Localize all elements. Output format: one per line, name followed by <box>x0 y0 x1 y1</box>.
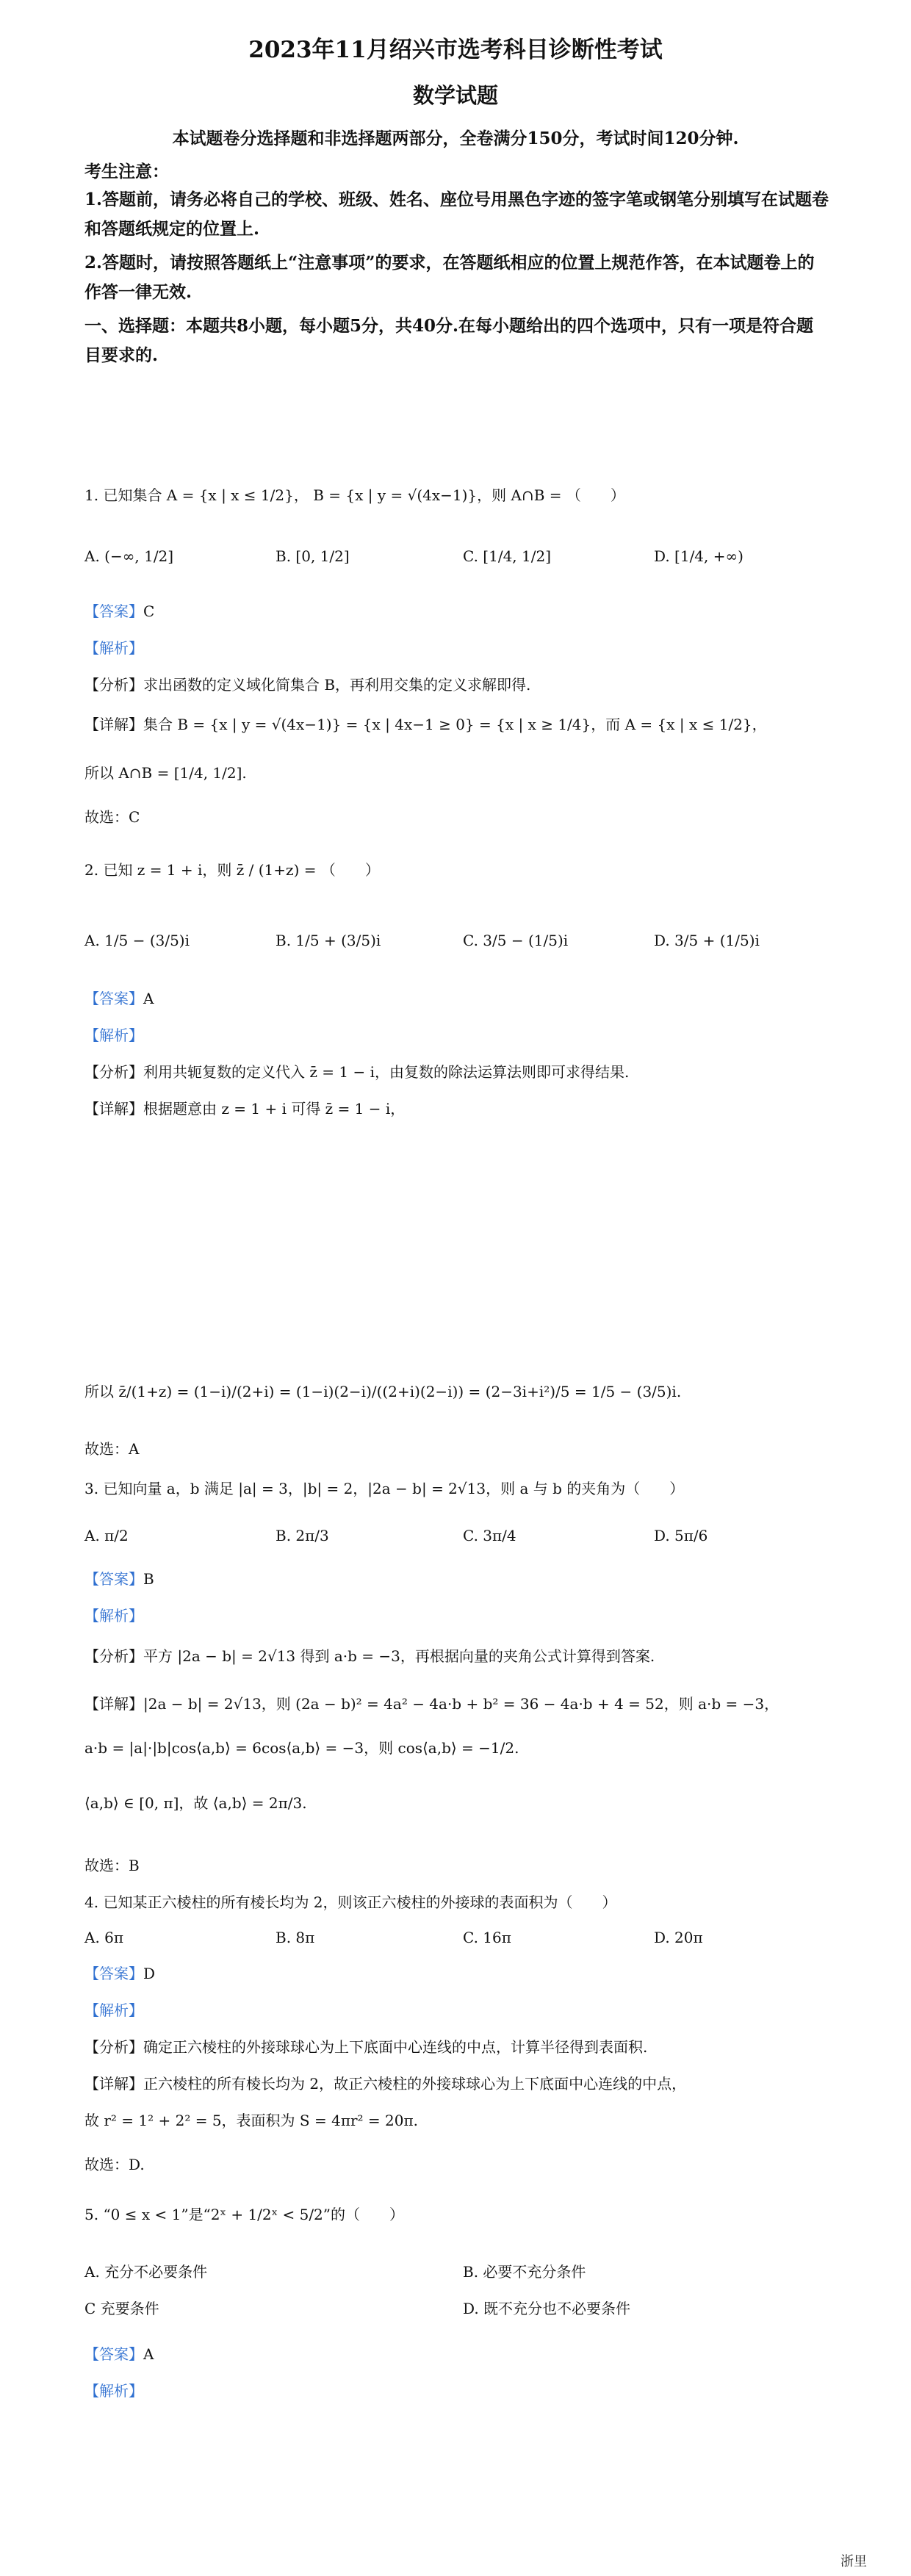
exam-intro: 本试题卷分选择题和非选择题两部分，全卷满分150分，考试时间120分钟. <box>172 129 739 148</box>
q1-option-c: C. [1/4, 1/2] <box>463 547 551 565</box>
detail-label: 【详解】 <box>84 1100 143 1118</box>
q2-option-d: D. 3/5 + (1/5)i <box>654 932 760 949</box>
notice-title: 考生注意： <box>84 162 169 181</box>
q4-stem: 4. 已知某正六棱柱的所有棱长均为 2，则该正六棱柱的外接球的表面积为（ ） <box>84 1893 617 1911</box>
q4-detail-text: 正六棱柱的所有棱长均为 2，故正六棱柱的外接球球心为上下底面中心连线的中点， <box>143 2075 687 2093</box>
q1-detail <box>84 714 767 735</box>
q3-choose: 故选：B <box>84 1857 140 1874</box>
exam-title: 2023年11月绍兴市选考科目诊断性考试 <box>248 37 663 63</box>
q3-option-d: D. 5π/6 <box>654 1527 708 1544</box>
q1-option-b: B. [0, 1/2] <box>276 547 350 565</box>
q4-option-a: A. 6π <box>84 1929 124 1946</box>
notice-1: 1.答题前，请务必将自己的学校、班级、姓名、座位号用黑色字迹的签字笔或钢笔分别填写在试题卷和答题纸规定的位置上. <box>84 190 829 239</box>
q5-answer-value: A <box>143 2345 154 2363</box>
fenxi-label: 【分析】 <box>84 676 143 694</box>
answer-label: 【答案】 <box>84 990 143 1007</box>
q2-answer <box>84 988 154 1009</box>
q5-option-b: B. 必要不充分条件 <box>463 2263 586 2281</box>
footer-mark: 浙里 <box>840 2554 867 2569</box>
q3-detail <box>84 1694 779 1714</box>
q3-answer <box>84 1569 154 1589</box>
q1-analysis-label: 【解析】 <box>84 639 143 657</box>
q5-option-c: C 充要条件 <box>84 2300 159 2317</box>
detail-label: 【详解】 <box>84 2075 143 2093</box>
fenxi-label: 【分析】 <box>84 1647 143 1665</box>
q5-option-d: D. 既不充分也不必要条件 <box>463 2300 631 2317</box>
q2-fenxi <box>84 1062 629 1082</box>
q2-analysis-label: 【解析】 <box>84 1026 143 1044</box>
q2-option-b: B. 1/5 + (3/5)i <box>276 932 381 949</box>
q3-option-c: C. 3π/4 <box>463 1527 516 1544</box>
q1-detail-text: 集合 B = {x | y = √(4x−1)} = {x | 4x−1 ≥ 0} = {x | x ≥ 1/4}，而 A = {x | x ≤ 1/2}， <box>143 716 767 733</box>
q1-answer <box>84 601 154 622</box>
q5-option-a: A. 充分不必要条件 <box>84 2263 208 2281</box>
q4-analysis-label: 【解析】 <box>84 2001 143 2019</box>
answer-label: 【答案】 <box>84 2345 143 2363</box>
q3-option-a: A. π/2 <box>84 1527 129 1544</box>
q4-detail <box>84 2073 686 2094</box>
q2-detail <box>84 1098 405 1119</box>
q3-detail-3: ⟨a,b⟩ ∈ [0, π]，故 ⟨a,b⟩ = 2π/3. <box>84 1794 307 1812</box>
q3-analysis-label: 【解析】 <box>84 1607 143 1625</box>
answer-label: 【答案】 <box>84 1570 143 1588</box>
q1-fenxi <box>84 674 530 695</box>
q1-option-a: A. (−∞, 1/2] <box>84 547 174 565</box>
fenxi-label: 【分析】 <box>84 1063 143 1081</box>
q1-option-d: D. [1/4, +∞) <box>654 547 743 565</box>
q1-fenxi-text: 求出函数的定义域化简集合 B，再利用交集的定义求解即得. <box>143 676 531 694</box>
q3-answer-value: B <box>143 1570 154 1588</box>
q4-option-c: C. 16π <box>463 1929 511 1946</box>
q2-detail-2: 所以 z̄/(1+z) = (1−i)/(2+i) = (1−i)(2−i)/((2+i)(2−i)) = (2−3i+i²)/5 = 1/5 − (3/5)i. <box>84 1383 682 1400</box>
q5-stem: 5. “0 ≤ x < 1”是“2ˣ + 1/2ˣ < 5/2”的（ ） <box>84 2206 405 2223</box>
fenxi-label: 【分析】 <box>84 2038 143 2056</box>
q1-stem: 1. 已知集合 A = {x | x ≤ 1/2}， B = {x | y = √(4x−1)}，则 A∩B = （ ） <box>84 486 625 504</box>
q4-detail-2: 故 r² = 1² + 2² = 5，表面积为 S = 4πr² = 20π. <box>84 2112 418 2129</box>
q3-stem: 3. 已知向量 a，b 满足 |a| = 3，|b| = 2，|2a − b| = 2√13，则 a 与 b 的夹角为（ ） <box>84 1480 685 1497</box>
q2-fenxi-text: 利用共轭复数的定义代入 z̄ = 1 − i，由复数的除法运算法则即可求得结果. <box>143 1063 630 1081</box>
q2-choose: 故选：A <box>84 1440 140 1458</box>
q3-detail-2: a·b = |a|·|b|cos⟨a,b⟩ = 6cos⟨a,b⟩ = −3，则 cos⟨a,b⟩ = −1/2. <box>84 1739 519 1757</box>
q1-choose: 故选：C <box>84 808 140 826</box>
q4-answer <box>84 1963 155 1984</box>
detail-label: 【详解】 <box>84 716 143 733</box>
q2-option-a: A. 1/5 − (3/5)i <box>84 932 190 949</box>
q4-option-b: B. 8π <box>276 1929 315 1946</box>
section-choice-heading: 一、选择题：本题共8小题，每小题5分，共40分.在每小题给出的四个选项中，只有一项是符合题目要求的. <box>84 316 814 365</box>
q2-answer-value: A <box>143 990 154 1007</box>
q4-fenxi-text: 确定正六棱柱的外接球球心为上下底面中心连线的中点，计算半径得到表面积. <box>143 2038 648 2056</box>
q4-answer-value: D <box>143 1965 156 1982</box>
q4-choose: 故选：D. <box>84 2156 145 2173</box>
q5-analysis-label: 【解析】 <box>84 2382 143 2400</box>
q3-option-b: B. 2π/3 <box>276 1527 329 1544</box>
notice-2: 2.答题时，请按照答题纸上“注意事项”的要求，在答题纸相应的位置上规范作答，在本试题卷上的作答一律无效. <box>84 253 815 302</box>
q3-fenxi <box>84 1646 655 1666</box>
q2-stem: 2. 已知 z = 1 + i，则 z̄ / (1+z) = （ ） <box>84 861 380 879</box>
detail-label: 【详解】 <box>84 1695 143 1713</box>
q2-detail-text: 根据题意由 z = 1 + i 可得 z̄ = 1 − i， <box>143 1100 406 1118</box>
exam-subtitle: 数学试题 <box>412 83 498 108</box>
q4-fenxi <box>84 2037 647 2057</box>
answer-label: 【答案】 <box>84 602 143 620</box>
q2-option-c: C. 3/5 − (1/5)i <box>463 932 569 949</box>
q1-answer-value: C <box>143 602 155 620</box>
q4-option-d: D. 20π <box>654 1929 703 1946</box>
q5-answer <box>84 2344 154 2364</box>
q1-detail-2: 所以 A∩B = [1/4, 1/2]. <box>84 764 247 782</box>
q3-fenxi-text: 平方 |2a − b| = 2√13 得到 a·b = −3，再根据向量的夹角公式计算得到答案. <box>143 1647 655 1665</box>
answer-label: 【答案】 <box>84 1965 143 1982</box>
q3-detail-text: |2a − b| = 2√13，则 (2a − b)² = 4a² − 4a·b + b² = 36 − 4a·b + 4 = 52，则 a·b = −3， <box>143 1695 779 1713</box>
